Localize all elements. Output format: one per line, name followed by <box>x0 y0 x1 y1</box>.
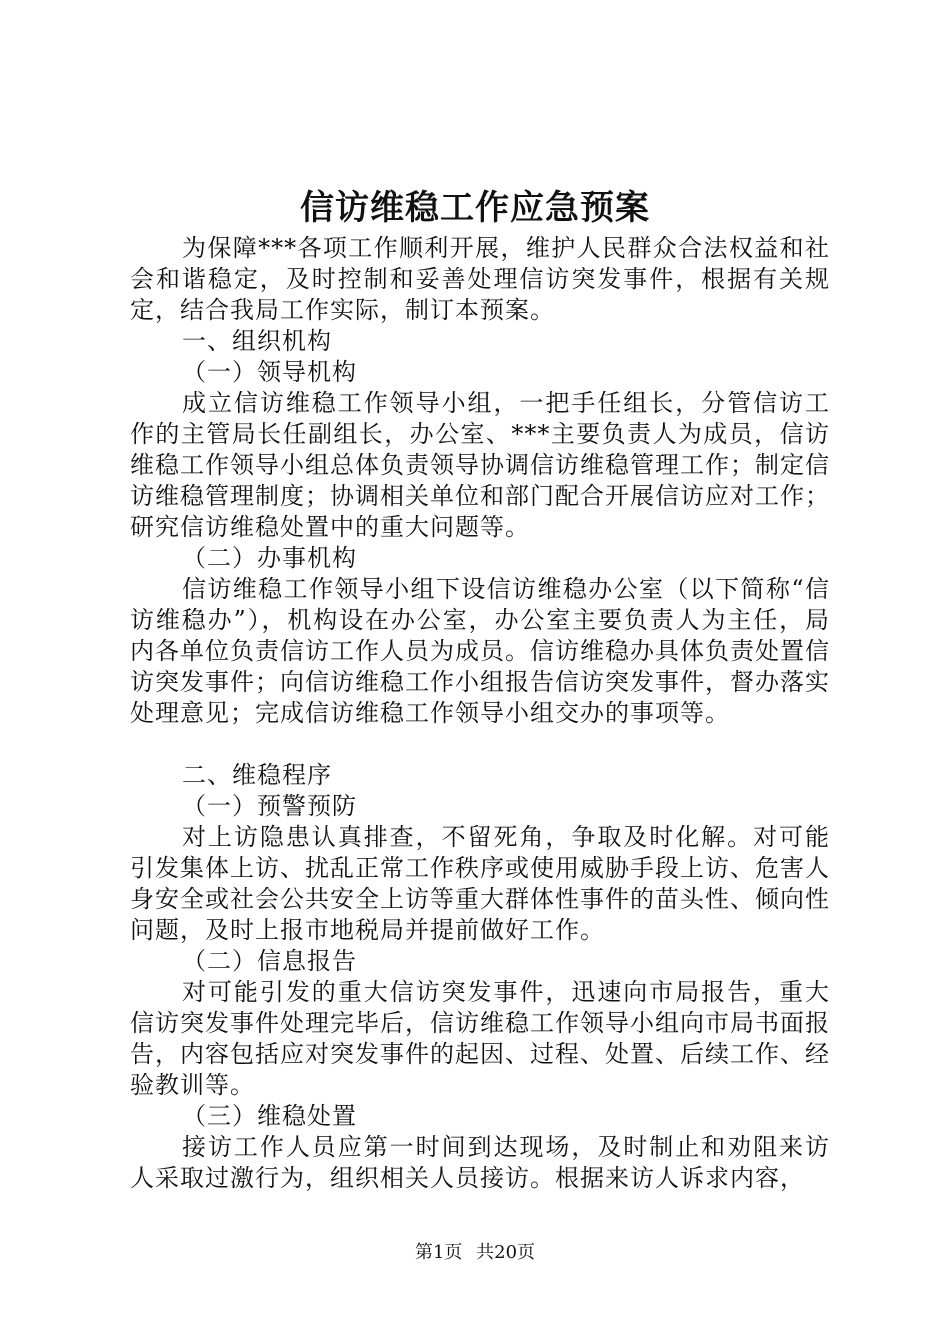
paragraph-intro: 为保障***各项工作顺利开展，维护人民群众合法权益和社会和谐稳定，及时控制和妥善处理信访突发事件，根据有关规定，结合我局工作实际，制订本预案。 <box>130 234 830 324</box>
subheading-warning: （一）预警预防 <box>182 792 357 820</box>
page-total: 共20页 <box>476 1242 536 1263</box>
page-footer <box>0 1241 950 1265</box>
paragraph-reporting: 对可能引发的重大信访突发事件，迅速向市局报告，重大信访突发事件处理完毕后，信访维稳工作领导小组向市局书面报告，内容包括应对突发事件的起因、过程、处置、后续工作、经验教训等。 <box>130 978 830 1099</box>
paragraph-handling: 接访工作人员应第一时间到达现场，及时制止和劝阻来访人采取过激行为，组织相关人员接访。根据来访人诉求内容， <box>130 1133 830 1192</box>
paragraph-leadership: 成立信访维稳工作领导小组，一把手任组长，分管信访工作的主管局长任副组长，办公室、***主要负责人为成员，信访维稳工作领导小组总体负责领导协调信访维稳管理工作；制定信访维稳管理制度；协调相关单位和部门配合开展信访应对工作；研究信访维稳处置中的重大问题等。 <box>130 389 830 541</box>
subheading-office: （二）办事机构 <box>182 544 357 572</box>
page-number: 第1页 <box>414 1242 463 1263</box>
document-body <box>130 233 830 1194</box>
subheading-leadership: （一）领导机构 <box>182 358 357 386</box>
paragraph-office: 信访维稳工作领导小组下设信访维稳办公室（以下简称“信访维稳办”），机构设在办公室，办公室主要负责人为主任，局内各单位负责信访工作人员为成员。信访维稳办具体负责处置信访突发事件；向信访维稳工作小组报告信访突发事件，督办落实处理意见；完成信访维稳工作领导小组交办的事项等。 <box>130 575 830 727</box>
heading-procedure: 二、维稳程序 <box>182 761 332 789</box>
subheading-handling: （三）维稳处置 <box>182 1102 357 1130</box>
document-title: 信访维稳工作应急预案 <box>300 188 650 228</box>
paragraph-warning: 对上访隐患认真排查，不留死角，争取及时化解。对可能引发集体上访、扰乱正常工作秩序或使用威胁手段上访、危害人身安全或社会公共安全上访等重大群体性事件的苗头性、倾向性问题，及时上报市地税局并提前做好工作。 <box>130 823 830 944</box>
heading-organization: 一、组织机构 <box>182 327 332 355</box>
subheading-reporting: （二）信息报告 <box>182 947 357 975</box>
